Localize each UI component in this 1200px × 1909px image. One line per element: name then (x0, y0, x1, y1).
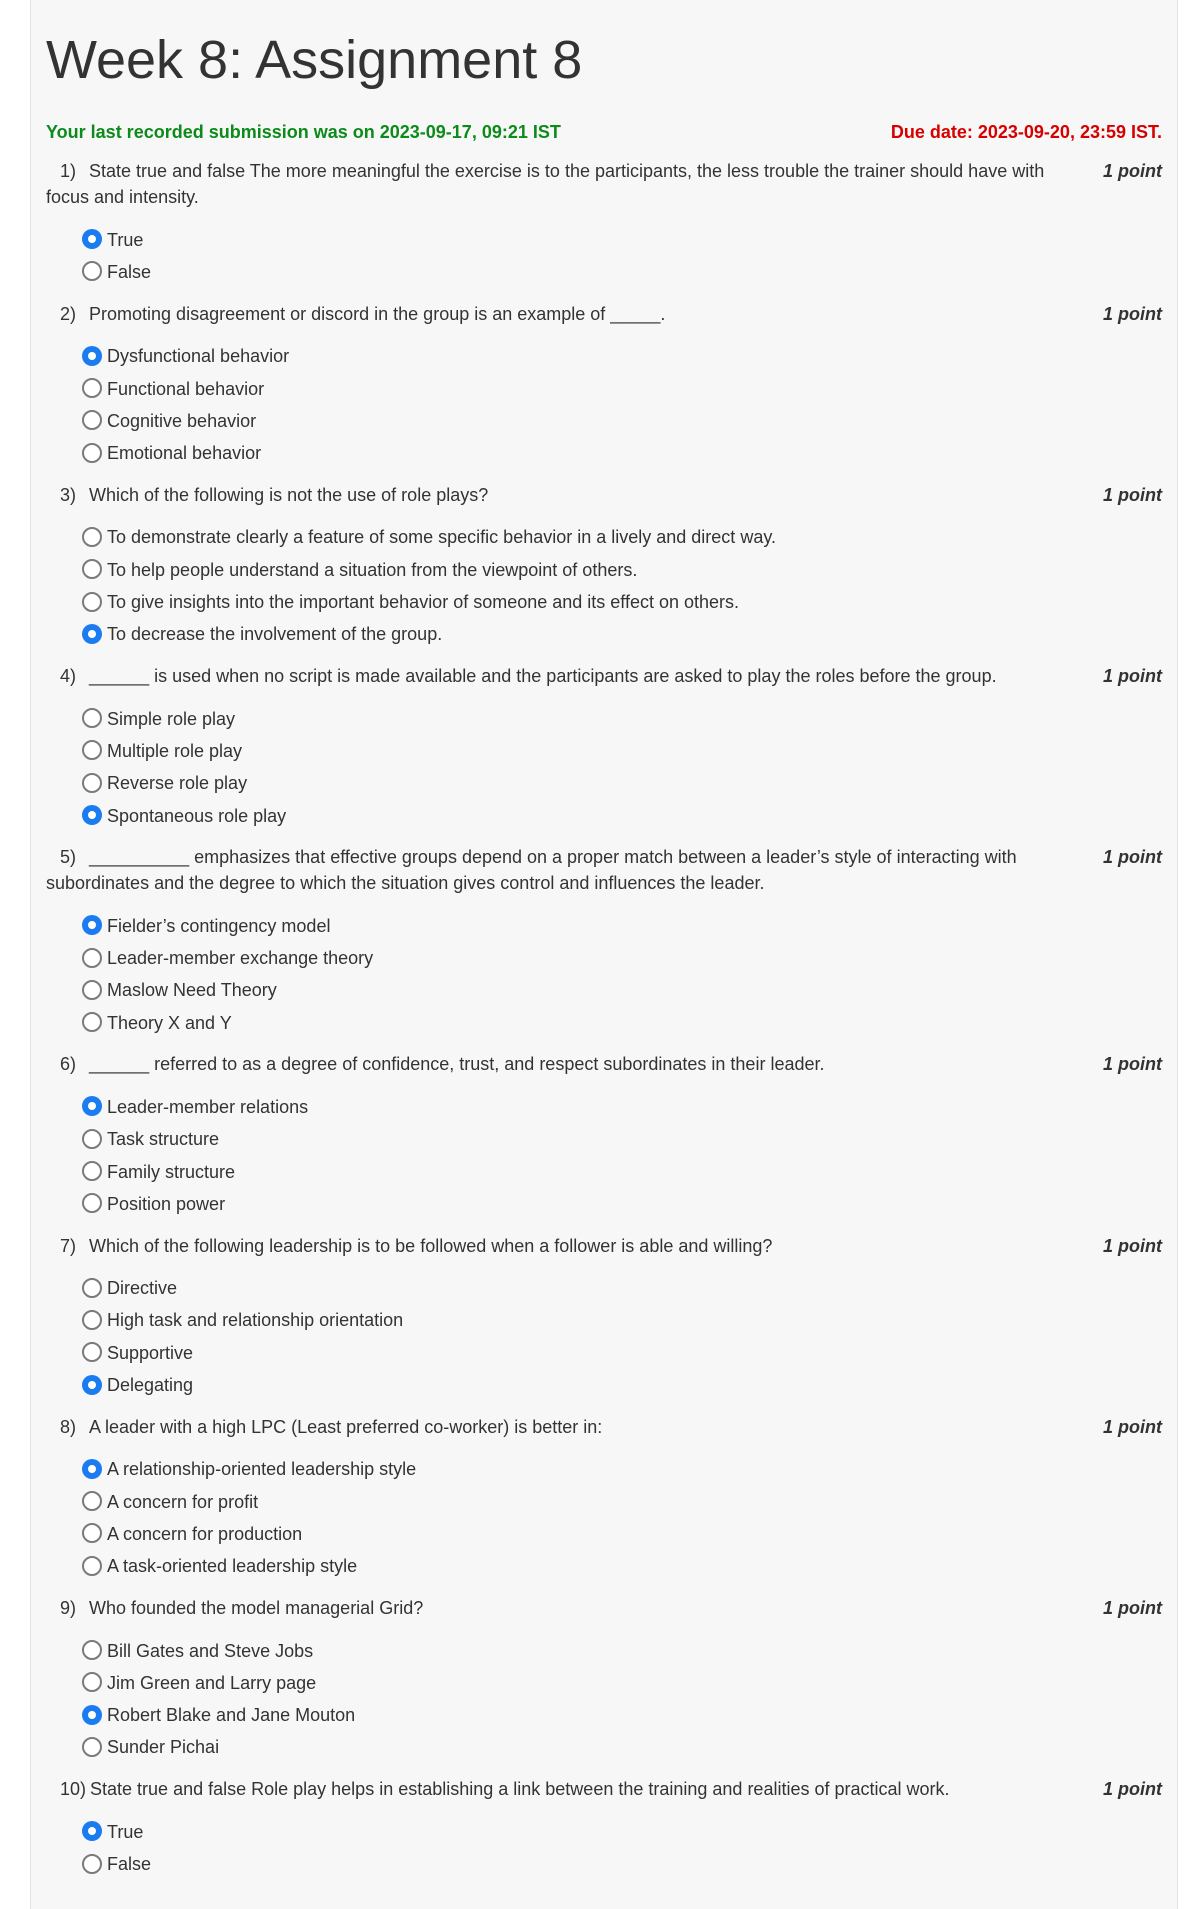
option-label: Simple role play (107, 708, 236, 729)
question-number: 4) (60, 665, 77, 686)
answer-option[interactable] (82, 586, 1162, 618)
option-label: To help people understand a situation from the viewpoint of others. (107, 559, 638, 580)
question-block (46, 659, 1162, 832)
question-header (46, 154, 1162, 210)
option-label: To demonstrate clearly a feature of some specific behavior in a lively and direct way. (107, 527, 776, 548)
option-label: Dysfunctional behavior (107, 346, 290, 367)
question-block (46, 1591, 1162, 1764)
radio-unselected-icon[interactable] (82, 410, 102, 430)
question-header (46, 1410, 1162, 1440)
option-label: True (107, 229, 144, 250)
option-label: Spontaneous role play (107, 805, 287, 826)
answer-option[interactable] (82, 405, 1162, 437)
answer-option[interactable] (82, 703, 1162, 735)
option-list (46, 1091, 1162, 1220)
radio-unselected-icon[interactable] (82, 1737, 102, 1757)
radio-selected-icon[interactable] (82, 1705, 102, 1725)
option-label: Sunder Pichai (107, 1737, 220, 1758)
radio-unselected-icon[interactable] (82, 443, 102, 463)
option-label: Family structure (107, 1161, 236, 1182)
answer-option[interactable] (82, 1273, 1162, 1305)
radio-unselected-icon[interactable] (82, 1012, 102, 1032)
question-number: 6) (60, 1054, 77, 1075)
radio-unselected-icon[interactable] (82, 948, 102, 968)
option-label: Leader-member exchange theory (107, 948, 374, 969)
last-submission-text: Your last recorded submission was on 2023-09-17, 09:21 IST (46, 122, 561, 142)
radio-selected-icon[interactable] (82, 1096, 102, 1116)
answer-option[interactable] (82, 975, 1162, 1007)
question-points: 1 point (1103, 1054, 1162, 1075)
option-label: True (107, 1821, 144, 1842)
option-label: To give insights into the important behavior of someone and its effect on others. (107, 592, 740, 613)
option-label: Directive (107, 1278, 178, 1299)
question-header (46, 1047, 1162, 1077)
question-points: 1 point (1103, 1779, 1162, 1800)
radio-unselected-icon[interactable] (82, 980, 102, 1000)
question-header (46, 659, 1162, 689)
option-list (46, 703, 1162, 832)
answer-option[interactable] (82, 1518, 1162, 1550)
question-number: 8) (60, 1416, 77, 1437)
question-header (46, 297, 1162, 327)
radio-unselected-icon[interactable] (82, 527, 102, 547)
question-points: 1 point (1103, 1235, 1162, 1256)
answer-option[interactable] (82, 1124, 1162, 1156)
answer-option[interactable] (82, 341, 1162, 373)
question-block (46, 478, 1162, 651)
radio-selected-icon[interactable] (82, 229, 102, 249)
option-label: Reverse role play (107, 773, 248, 794)
answer-option[interactable] (82, 1454, 1162, 1486)
answer-option[interactable] (82, 1091, 1162, 1123)
option-label: Multiple role play (107, 740, 243, 761)
radio-selected-icon[interactable] (82, 915, 102, 935)
question-text: Which of the following is not the use of role plays? (89, 484, 489, 505)
option-label: False (107, 1854, 152, 1875)
radio-unselected-icon[interactable] (82, 1342, 102, 1362)
option-label: A task-oriented leadership style (107, 1556, 358, 1577)
radio-unselected-icon[interactable] (82, 1854, 102, 1874)
radio-unselected-icon[interactable] (82, 261, 102, 281)
answer-option[interactable] (82, 1635, 1162, 1667)
question-number: 3) (60, 484, 77, 505)
question-block (46, 1410, 1162, 1583)
answer-option[interactable] (82, 1156, 1162, 1188)
question-points: 1 point (1103, 1597, 1162, 1618)
answer-option[interactable] (82, 1551, 1162, 1583)
answer-option[interactable] (82, 910, 1162, 942)
radio-selected-icon[interactable] (82, 1459, 102, 1479)
answer-option[interactable] (82, 1667, 1162, 1699)
question-number: 7) (60, 1235, 77, 1256)
radio-unselected-icon[interactable] (82, 592, 102, 612)
question-text: Promoting disagreement or discord in the group is an example of _____. (89, 303, 666, 324)
question-block (46, 840, 1162, 1039)
answer-option[interactable] (82, 1305, 1162, 1337)
question-list (46, 154, 1162, 1881)
radio-unselected-icon[interactable] (82, 773, 102, 793)
radio-unselected-icon[interactable] (82, 1556, 102, 1576)
question-points: 1 point (1103, 161, 1162, 181)
option-label: Fielder’s contingency model (107, 915, 331, 936)
option-list (46, 522, 1162, 651)
question-block (46, 1047, 1162, 1220)
radio-unselected-icon[interactable] (82, 1310, 102, 1330)
answer-option[interactable] (82, 437, 1162, 469)
question-points: 1 point (1103, 484, 1162, 505)
question-points: 1 point (1103, 665, 1162, 686)
radio-unselected-icon[interactable] (82, 1278, 102, 1298)
answer-option[interactable] (82, 1732, 1162, 1764)
option-label: Supportive (107, 1342, 194, 1363)
radio-unselected-icon[interactable] (82, 1161, 102, 1181)
option-list (46, 1816, 1162, 1881)
option-label: A concern for production (107, 1523, 303, 1544)
answer-option[interactable] (82, 1816, 1162, 1848)
option-label: Functional behavior (107, 378, 265, 399)
option-label: A relationship-oriented leadership style (107, 1459, 417, 1480)
question-text: ______ referred to as a degree of confidence, trust, and respect subordinates in their leader. (89, 1054, 825, 1075)
option-label: Leader-member relations (107, 1096, 309, 1117)
answer-option[interactable] (82, 1337, 1162, 1369)
option-list (46, 1635, 1162, 1764)
answer-option[interactable] (82, 800, 1162, 832)
question-text: Who founded the model managerial Grid? (89, 1597, 424, 1618)
option-label: A concern for profit (107, 1491, 259, 1512)
radio-unselected-icon[interactable] (82, 1129, 102, 1149)
question-number: 5) (60, 847, 77, 868)
answer-option[interactable] (82, 768, 1162, 800)
question-header (46, 840, 1162, 896)
answer-option[interactable] (82, 554, 1162, 586)
radio-unselected-icon[interactable] (82, 1193, 102, 1213)
radio-unselected-icon[interactable] (82, 1523, 102, 1543)
answer-option[interactable] (82, 1369, 1162, 1401)
page-title: Week 8: Assignment 8 (46, 30, 583, 90)
radio-selected-icon[interactable] (82, 624, 102, 644)
option-list (46, 1454, 1162, 1583)
question-points: 1 point (1103, 847, 1162, 868)
option-label: Bill Gates and Steve Jobs (107, 1640, 314, 1661)
question-text: A leader with a high LPC (Least preferred co-worker) is better in: (89, 1416, 603, 1437)
answer-option[interactable] (82, 1700, 1162, 1732)
radio-selected-icon[interactable] (82, 1375, 102, 1395)
option-label: Position power (107, 1193, 226, 1214)
question-text: ______ is used when no script is made available and the participants are asked to play the roles before the group. (89, 665, 997, 686)
question-block (46, 154, 1162, 289)
option-label: High task and relationship orientation (107, 1310, 404, 1331)
option-label: Task structure (107, 1129, 220, 1150)
radio-selected-icon[interactable] (82, 346, 102, 366)
radio-unselected-icon[interactable] (82, 708, 102, 728)
answer-option[interactable] (82, 522, 1162, 554)
answer-option[interactable] (82, 1848, 1162, 1880)
assignment-panel (30, 0, 1178, 1909)
question-number: 2) (60, 303, 77, 324)
radio-selected-icon[interactable] (82, 1821, 102, 1841)
answer-option[interactable] (82, 1486, 1162, 1518)
answer-option[interactable] (82, 373, 1162, 405)
option-list (46, 910, 1162, 1039)
question-text: Which of the following leadership is to be followed when a follower is able and willing? (89, 1235, 773, 1256)
radio-unselected-icon[interactable] (82, 378, 102, 398)
answer-option[interactable] (82, 619, 1162, 651)
radio-unselected-icon[interactable] (82, 740, 102, 760)
option-label: False (107, 261, 152, 282)
question-text: State true and false Role play helps in establishing a link between the training and realities of practical work. (90, 1779, 950, 1800)
question-points: 1 point (1103, 303, 1162, 324)
radio-selected-icon[interactable] (82, 805, 102, 825)
question-number: 1) (60, 161, 77, 181)
answer-option[interactable] (82, 1188, 1162, 1220)
option-label: Robert Blake and Jane Mouton (107, 1705, 356, 1726)
question-number: 10) (60, 1779, 87, 1800)
option-list (46, 224, 1162, 289)
option-label: To decrease the involvement of the group. (107, 624, 443, 645)
question-block (46, 1772, 1162, 1881)
question-text: __________ emphasizes that effective groups depend on a proper match between a leader’s style of interacting with subordinates and the degree to which the situation gives control and influences the leader. (46, 847, 1017, 894)
question-points: 1 point (1103, 1416, 1162, 1437)
due-date-text: Due date: 2023-09-20, 23:59 IST. (890, 122, 1162, 142)
option-list (46, 1273, 1162, 1402)
option-label: Maslow Need Theory (107, 980, 277, 1001)
question-block (46, 1229, 1162, 1402)
radio-unselected-icon[interactable] (82, 1672, 102, 1692)
question-header (46, 478, 1162, 508)
question-block (46, 297, 1162, 470)
option-label: Cognitive behavior (107, 410, 257, 431)
option-list (46, 341, 1162, 470)
question-header (46, 1591, 1162, 1621)
radio-unselected-icon[interactable] (82, 1640, 102, 1660)
answer-option[interactable] (82, 735, 1162, 767)
question-number: 9) (60, 1597, 77, 1618)
radio-unselected-icon[interactable] (82, 559, 102, 579)
question-text: State true and false The more meaningful the exercise is to the participants, the less trouble the trainer should have with focus and intensity. (46, 161, 1045, 207)
answer-option[interactable] (82, 942, 1162, 974)
radio-unselected-icon[interactable] (82, 1491, 102, 1511)
option-label: Jim Green and Larry page (107, 1672, 317, 1693)
option-label: Emotional behavior (107, 443, 262, 464)
question-header (46, 1229, 1162, 1259)
answer-option[interactable] (82, 1007, 1162, 1039)
answer-option[interactable] (82, 256, 1162, 288)
answer-option[interactable] (82, 224, 1162, 256)
option-label: Theory X and Y (107, 1012, 232, 1033)
submission-info-row (46, 118, 1162, 148)
option-label: Delegating (107, 1375, 194, 1396)
question-header (46, 1772, 1162, 1802)
